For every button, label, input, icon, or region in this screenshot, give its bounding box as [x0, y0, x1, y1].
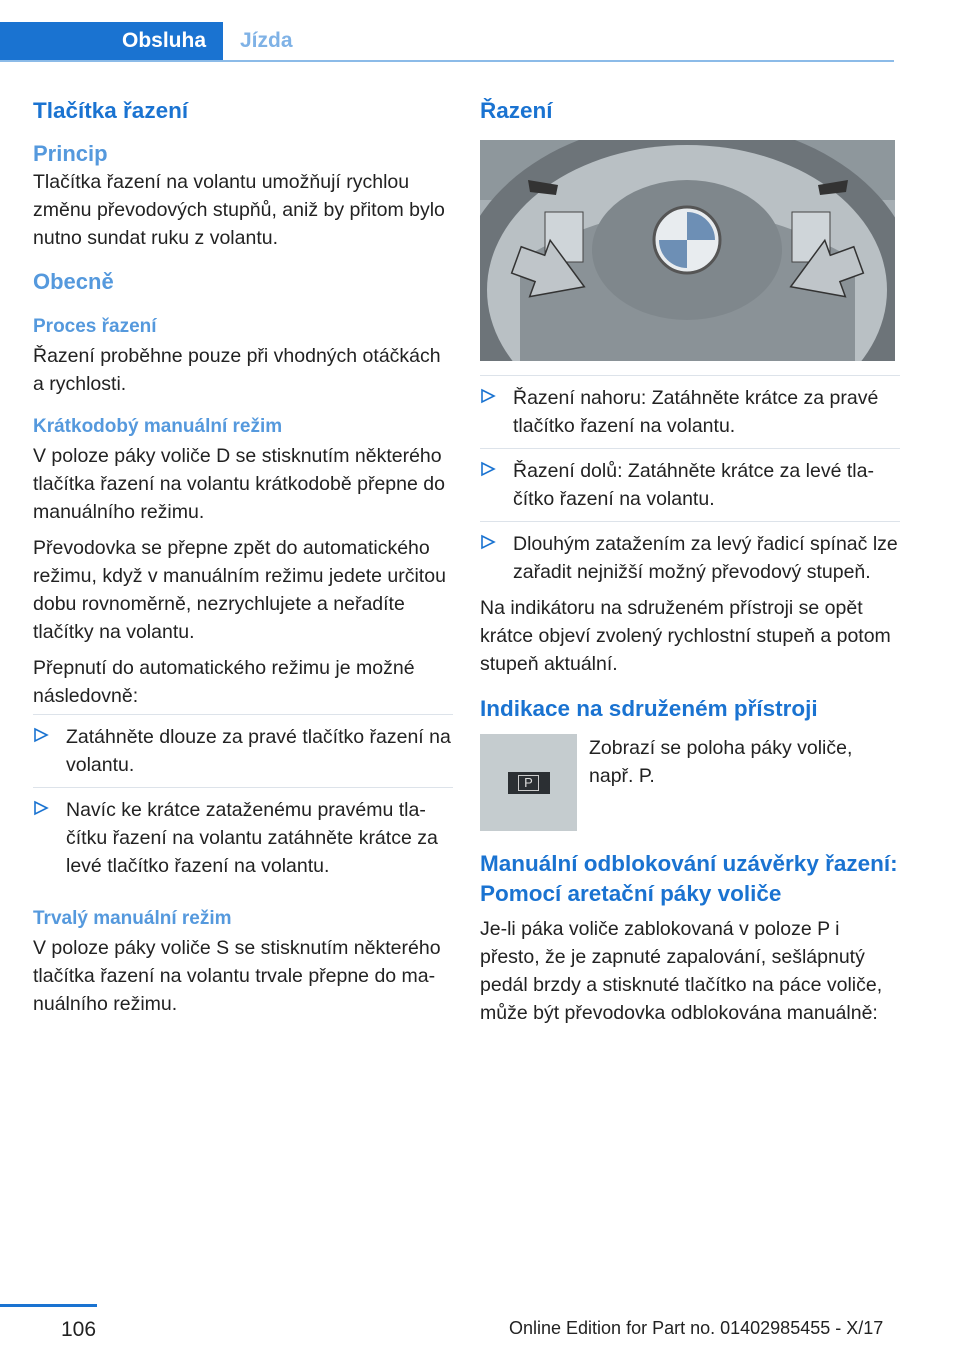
principle-heading: Princip: [33, 141, 108, 166]
bullet-triangle-icon: [480, 534, 496, 550]
bullet-triangle-icon: [480, 388, 496, 404]
short-manual-text-1: V poloze páky voliče D se stisknutím některého tlačítka řazení na volantu krátkodobě přepne do manuálního režimu.: [33, 445, 445, 523]
process-heading: Proces řazení: [33, 316, 157, 337]
list-item: Řazení dolů: Zatáhněte krátce za levé tlačítko řazení na volantu.: [480, 449, 900, 522]
indicator-text: Zobrazí se poloha páky voliče, např. P.: [589, 737, 853, 787]
tab-divider: [0, 60, 894, 62]
bullet-triangle-icon: [33, 800, 49, 816]
permanent-manual-text: V poloze páky voliče S se stisknutím některého tlačítka řazení na volantu trvale přepne do manuálního režimu.: [33, 937, 441, 1015]
short-manual-text-3: Přepnutí do automatického režimu je možné následovně:: [33, 657, 415, 707]
process-text: Řazení proběhne pouze při vhodných otáčkách a rychlosti.: [33, 345, 441, 395]
gear-indicator-image: [480, 734, 577, 831]
page-number: 106: [61, 1318, 97, 1341]
tab-obsluha[interactable]: Obsluha: [0, 22, 223, 60]
steering-wheel-image: [480, 140, 895, 361]
footer-rule: [0, 1304, 97, 1307]
short-manual-text-2: Převodovka se přepne zpět do automatického režimu, když v manuálním režimu jedete určitou dobu rovnoměrně, nezrychlujete a neřadíte tlačítky na volantu.: [33, 537, 446, 643]
shift-heading: Řazení: [480, 98, 553, 123]
shift-list: [480, 375, 900, 594]
principle-text: Tlačítka řazení na volantu umožňují rychlou změnu převodových stupňů, aniž by přitom bylo nutno sundat ruku z volantu.: [33, 171, 445, 249]
list-item: Navíc ke krátce zataženému pravému tlačítku řazení na volantu zatáhněte krátce za levé tlačítko řazení na volantu.: [33, 788, 453, 888]
bullet-triangle-icon: [33, 727, 49, 743]
indicator-heading: Indikace na sdruženém přístroji: [480, 696, 818, 721]
unlock-text: Je-li páka voliče zablokovaná v poloze P i přesto, že je zapnuté zapalování, sešlápnutý pedál brzdy a stisknuté tlačítko na páce voliče, může být převodovka odblokována manuálně:: [480, 918, 883, 1024]
tab-jizda[interactable]: Jízda: [240, 29, 293, 52]
list-item: Zatáhněte dlouze za pravé tlačítko řazení na volantu.: [33, 714, 453, 788]
list-item: Dlouhým zatažením za levý řadicí spínač lze zařadit nejnižší možný převodový stupeň.: [480, 522, 900, 594]
gear-indicator-letter: P: [518, 775, 539, 791]
bullet-triangle-icon: [480, 461, 496, 477]
right-column: [480, 96, 900, 1035]
footer-edition: Online Edition for Part no. 01402985455 - X/17: [509, 1318, 884, 1338]
section-title: Tlačítka řazení: [33, 98, 189, 123]
shift-text: Na indikátoru na sdruženém přístroji se opět krátce objeví zvolený rychlostní stupeň a potom stupeň aktuální.: [480, 597, 891, 675]
general-heading: Obecně: [33, 269, 114, 294]
left-column: [33, 96, 453, 1026]
unlock-heading: Manuální odblokování uzávěrky řazení: Pomocí aretační páky voliče: [480, 851, 898, 906]
tab-bar: [0, 0, 894, 62]
short-manual-list: [33, 714, 453, 888]
list-item: Řazení nahoru: Zatáhněte krátce za pravé tlačítko řazení na volantu.: [480, 375, 900, 449]
short-manual-heading: Krátkodobý manuální režim: [33, 416, 283, 437]
permanent-manual-heading: Trvalý manuální režim: [33, 908, 232, 929]
